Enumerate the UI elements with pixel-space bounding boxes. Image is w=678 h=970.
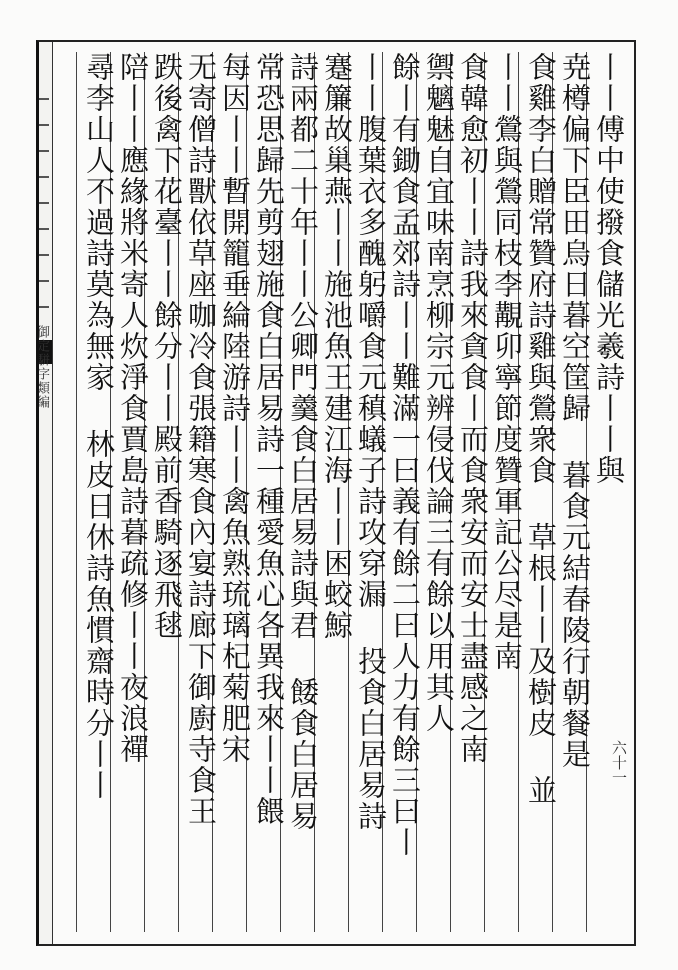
side-title: 御定駢字類編 bbox=[34, 325, 49, 409]
text-column-7: 餘丨有鋤食孟郊詩丨丨難滿一曰義有餘二曰人力有餘三曰丨 bbox=[382, 52, 427, 932]
text-column-2: 尭樽偏下臣田烏日暮空筐歸 暮食元結春陵行朝餐是 bbox=[552, 52, 597, 932]
text-column-3: 食雞李白贈常贊府詩雞與鶯衆食 草根丨丨及樹皮 並 bbox=[518, 52, 563, 932]
text-column-5: 食韓愈初丨丨詩我來貪食丨而食衆安而安士盡感之南 bbox=[450, 52, 495, 932]
text-column-1: 丨丨傅中使撥食儲光羲詩丨丨與 bbox=[586, 52, 631, 932]
text-column-13: 无寄僧詩獸依草座咖冷食張籍寒食內宴詩廊下御廚寺食王 bbox=[178, 52, 223, 932]
text-column-11: 常恐思歸先剪翅施食白居易詩一種愛魚心各異我來丨丨餵 bbox=[246, 52, 291, 932]
text-column-4: 丨丨鶯與鶯同枝李覯卯寧節度贊軍記公尽是南 bbox=[484, 52, 529, 932]
text-column-16: 尋李山人不過詩莫為無家 林皮日休詩魚慣齋時分丨丨 bbox=[76, 52, 121, 932]
text-column-10: 詩兩都二十年丨丨公卿門羹食白居易詩與君 餧食白居易 bbox=[280, 52, 325, 932]
page-number: 六十一 bbox=[610, 740, 628, 785]
text-column-8: 丨丨腹葉衣多醜躬嚼食元稹蟻子詩攻穿漏 投食白居易詩 bbox=[348, 52, 393, 932]
text-column-9: 蹇簾故巢燕丨丨施池魚王建江海丨丨困蛟鯨 bbox=[314, 52, 359, 932]
text-column-12: 每因丨丨暫開籠垂綸陸游詩丨丨禽魚熟琉璃杞菊肥宋 bbox=[212, 52, 257, 932]
text-column-15: 陪丨丨應緣將米寄人炊淨食賈島詩暮疏修丨丨夜浪禪 bbox=[110, 52, 155, 932]
text-column-6: 禦魑魅自宜味南烹柳宗元辨侵伐論三有餘以用其人 bbox=[416, 52, 461, 932]
text-column-14: 跌後禽下花臺丨丨餘分丨丨殿前香騎逐飛毬 bbox=[144, 52, 189, 932]
